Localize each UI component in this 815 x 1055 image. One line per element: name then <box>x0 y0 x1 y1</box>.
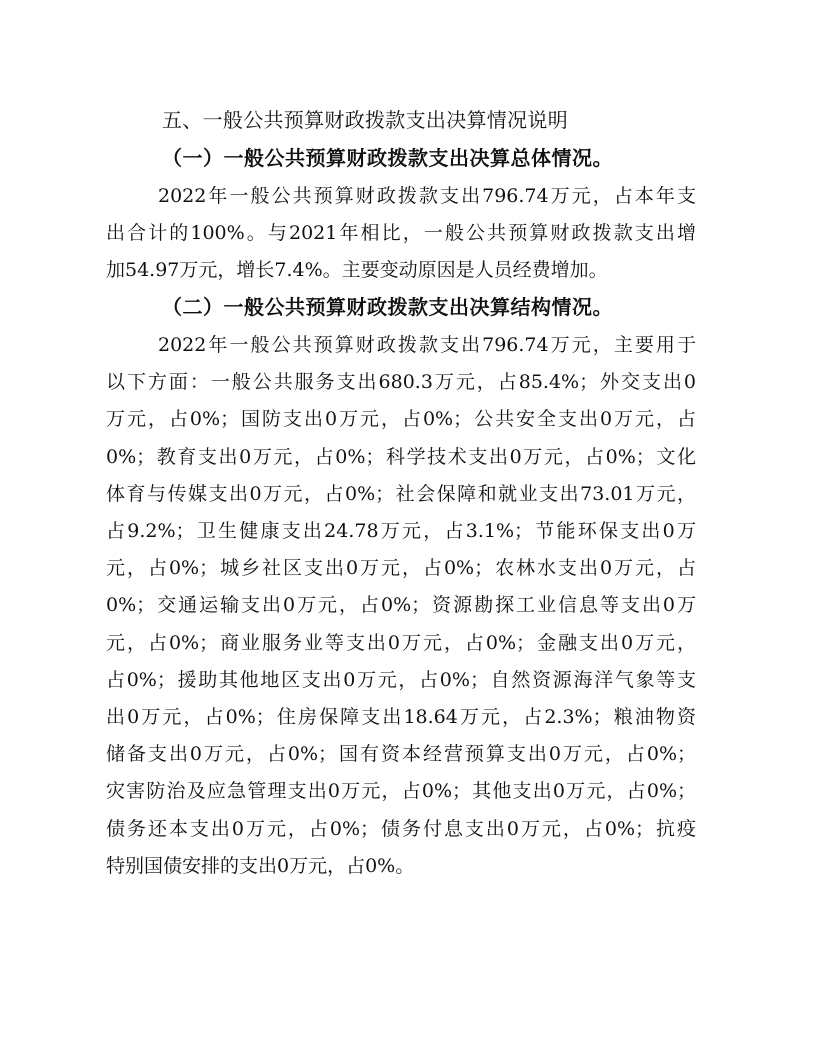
paragraph-line: 以下方面：一般公共服务支出680.3万元，占85.4%；外交支出0 <box>106 371 696 394</box>
paragraph-line: 出0万元，占0%；住房保障支出18.64万元，占2.3%；粮油物资 <box>106 706 696 729</box>
paragraph-line: 债务还本支出0万元，占0%；债务付息支出0万元，占0%；抗疫 <box>106 817 696 840</box>
paragraph-line: 占0%；援助其他地区支出0万元，占0%；自然资源海洋气象等支 <box>106 668 696 691</box>
paragraph-line: 储备支出0万元，占0%；国有资本经营预算支出0万元，占0%； <box>106 743 696 766</box>
paragraph-line: 灾害防治及应急管理支出0万元，占0%；其他支出0万元，占0%； <box>106 780 696 803</box>
paragraph-line: 2022年一般公共预算财政拨款支出796.74万元，主要用于 <box>158 334 696 356</box>
paragraph-line: 占9.2%；卫生健康支出24.78万元，占3.1%；节能环保支出0万 <box>106 520 696 543</box>
subsection-1-title: （一）一般公共预算财政拨款支出决算总体情况。 <box>162 146 613 170</box>
subsection-2-paragraph <box>106 327 696 885</box>
paragraph-line: 2022年一般公共预算财政拨款支出796.74万元，占本年支 <box>158 185 696 207</box>
paragraph-line: 特别国债安排的支出0万元，占0%。 <box>106 854 415 877</box>
subsection-1-paragraph <box>106 178 696 290</box>
paragraph-line: 元，占0%；城乡社区支出0万元，占0%；农林水支出0万元，占 <box>106 557 696 580</box>
section-heading: 五、一般公共预算财政拨款支出决算情况说明 <box>162 108 568 132</box>
paragraph-line: 出合计的100%。与2021年相比，一般公共预算财政拨款支出增 <box>106 222 696 245</box>
paragraph-line: 0%；交通运输支出0万元，占0%；资源勘探工业信息等支出0万 <box>106 594 696 617</box>
paragraph-line: 元，占0%；商业服务业等支出0万元，占0%；金融支出0万元， <box>106 631 696 654</box>
paragraph-line: 0%；教育支出0万元，占0%；科学技术支出0万元，占0%；文化 <box>106 445 696 468</box>
paragraph-line: 万元，占0%；国防支出0万元，占0%；公共安全支出0万元，占 <box>106 408 696 431</box>
subsection-2-title: （二）一般公共预算财政拨款支出决算结构情况。 <box>162 295 613 319</box>
paragraph-line: 体育与传媒支出0万元，占0%；社会保障和就业支出73.01万元， <box>106 482 696 505</box>
paragraph-line: 加54.97万元，增长7.4%。主要变动原因是人员经费增加。 <box>106 259 608 282</box>
